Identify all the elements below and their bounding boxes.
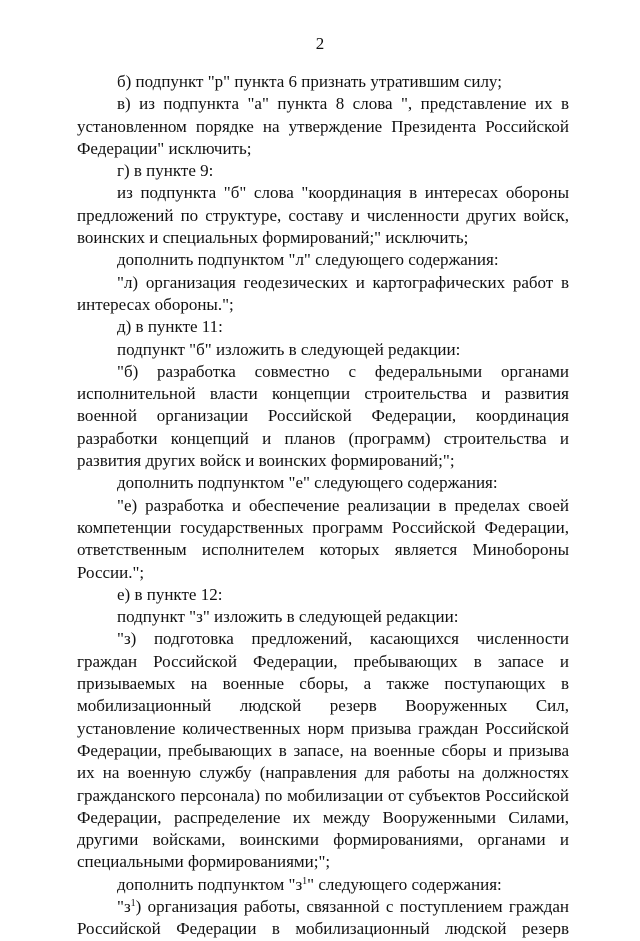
- paragraph-subpoint-z-text: "з) подготовка предложений, касающихся численности граждан Российской Федерации, пребывающих в запасе и призываемых на военные сборы, а также поступающих в мобилизационный людской резерв Вооруженных Сил, установление количественных норм призыва граждан Российской Федерации, пребывающих в запасе, на военные сборы и призыва их на военную службу (направления для работы на должностях гражданского персонала) по мобилизации от субъектов Российской Федерации, распределение их между Вооруженными Силами, другими войсками, воинскими формированиями, органами и специальными формированиями;";: [77, 629, 569, 872]
- z1-intro-after: " следующего содержания:: [307, 874, 502, 894]
- z1-text-after: ) организация работы, связанной с поступлением граждан Российской Федерации в мобилизационный людской резерв: [77, 896, 569, 939]
- paragraph-subpoint-z-new-edition: подпункт "з" изложить в следующей редакции:: [117, 607, 459, 627]
- paragraph-add-subpoint-l: дополнить подпунктом "л" следующего содержания:: [117, 250, 499, 270]
- paragraph-subpoint-b-text: "б) разработка совместно с федеральными органами исполнительной власти концепции строительства и развития военной организации Российской Федерации, координация разработки концепций и планов (программ) строительства и развития других войск и воинских формирований;";: [77, 361, 569, 471]
- paragraph-d-point-11: д) в пункте 11:: [117, 317, 223, 337]
- z1-text-superscript: 1: [130, 897, 136, 909]
- paragraph-subpoint-z1-text: [77, 896, 569, 941]
- page-number: 2: [315, 34, 325, 53]
- paragraph-subpoint-e-text: "е) разработка и обеспечение реализации в пределах своей компетенции государственных программ Российской Федерации, ответственным исполнителем которых является Минобороны России.";: [77, 495, 569, 582]
- paragraph-b-subpoint-r: б) подпункт "р" пункта 6 признать утратившим силу;: [117, 72, 502, 91]
- paragraph-add-subpoint-z1: [77, 874, 569, 896]
- paragraph-e-point-12: е) в пункте 12:: [117, 584, 223, 604]
- z1-text-before: "з: [117, 896, 131, 916]
- paragraph-subpoint-l-text: "л) организация геодезических и картографических работ в интересах обороны.";: [77, 272, 569, 314]
- paragraph-g-point-9: г) в пункте 9:: [117, 161, 214, 181]
- paragraph-subpoint-b-new-edition: подпункт "б" изложить в следующей редакции:: [117, 339, 461, 359]
- paragraph-add-subpoint-e: дополнить подпунктом "е" следующего содержания:: [117, 473, 498, 493]
- z1-intro-superscript: 1: [302, 875, 308, 887]
- z1-intro-before: дополнить подпунктом "з: [117, 874, 303, 894]
- paragraph-v-point-8: в) из подпункта "а" пункта 8 слова ", представление их в установленном порядке на утверждение Президента Российской Федерации" исключить;: [77, 94, 569, 158]
- document-body: [77, 71, 569, 941]
- paragraph-subpoint-b-removal: из подпункта "б" слова "координация в интересах обороны предложений по структуре, составу и численности других войск, воинских и специальных формирований;" исключить;: [77, 183, 569, 248]
